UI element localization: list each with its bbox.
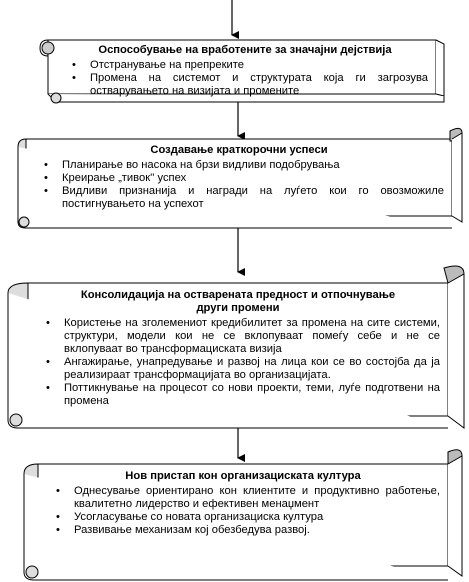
stage-4-item-2: • Усогласување со новата организациска култура xyxy=(74,511,440,524)
stage-4-title: Нов пристап кон организациската култура xyxy=(125,470,361,482)
stage-1-list xyxy=(62,59,428,98)
stage-4-list xyxy=(46,485,440,537)
stage-2-item-1: • Планирање во насока на брзи видливи подобрувања xyxy=(62,159,444,172)
stage-1-item-1: • Отстранување на препреките xyxy=(90,59,428,72)
stage-3-item-1: • Користење на зголемениот кредибилитет за промена на сите системи, структури, модели кои не се вклопуваат помеѓу себе и не се вклопуваат во трансформациската визија xyxy=(64,317,440,356)
stage-1-box xyxy=(62,44,428,98)
stage-2-item-3: • Видливи признанија и награди на луѓето кои го овозможиле постигнувањето на успехот xyxy=(62,185,444,211)
stage-2-title: Создавање краткорочни успеси xyxy=(150,144,328,156)
stage-4-item-1: • Однесување ориентирано кон клиентите и продуктивно работење, квалитетно лидерство и ефективен менаџмент xyxy=(74,485,440,511)
stage-2-item-2: • Креирање „тивок'' успех xyxy=(62,172,444,185)
stage-1-title: Оспособување на вработените за значајни дејствија xyxy=(98,44,392,56)
stage-3-box xyxy=(36,289,440,408)
stage-1-item-2: • Промена на системот и структурата која ги загрозува остварувањето на визијата и промените xyxy=(90,72,428,98)
stage-3-item-3: • Поттикнување на процесот со нови проекти, теми, луѓе подготвени на промена xyxy=(64,382,440,408)
stage-3-item-2: • Ангажирање, унапредување и развој на лица кои се во состојба да ја реализираат трансформацијата во организацијата. xyxy=(64,356,440,382)
stage-4-item-3: • Развивање механизам кој обезбедува развој. xyxy=(74,524,440,537)
stage-4-box xyxy=(46,470,440,537)
stage-2-box xyxy=(34,144,444,211)
stage-2-list xyxy=(34,159,444,211)
stage-3-list xyxy=(36,317,440,408)
stage-3-title: Консолидација на остварената предност и отпочнување други промени xyxy=(80,289,396,314)
